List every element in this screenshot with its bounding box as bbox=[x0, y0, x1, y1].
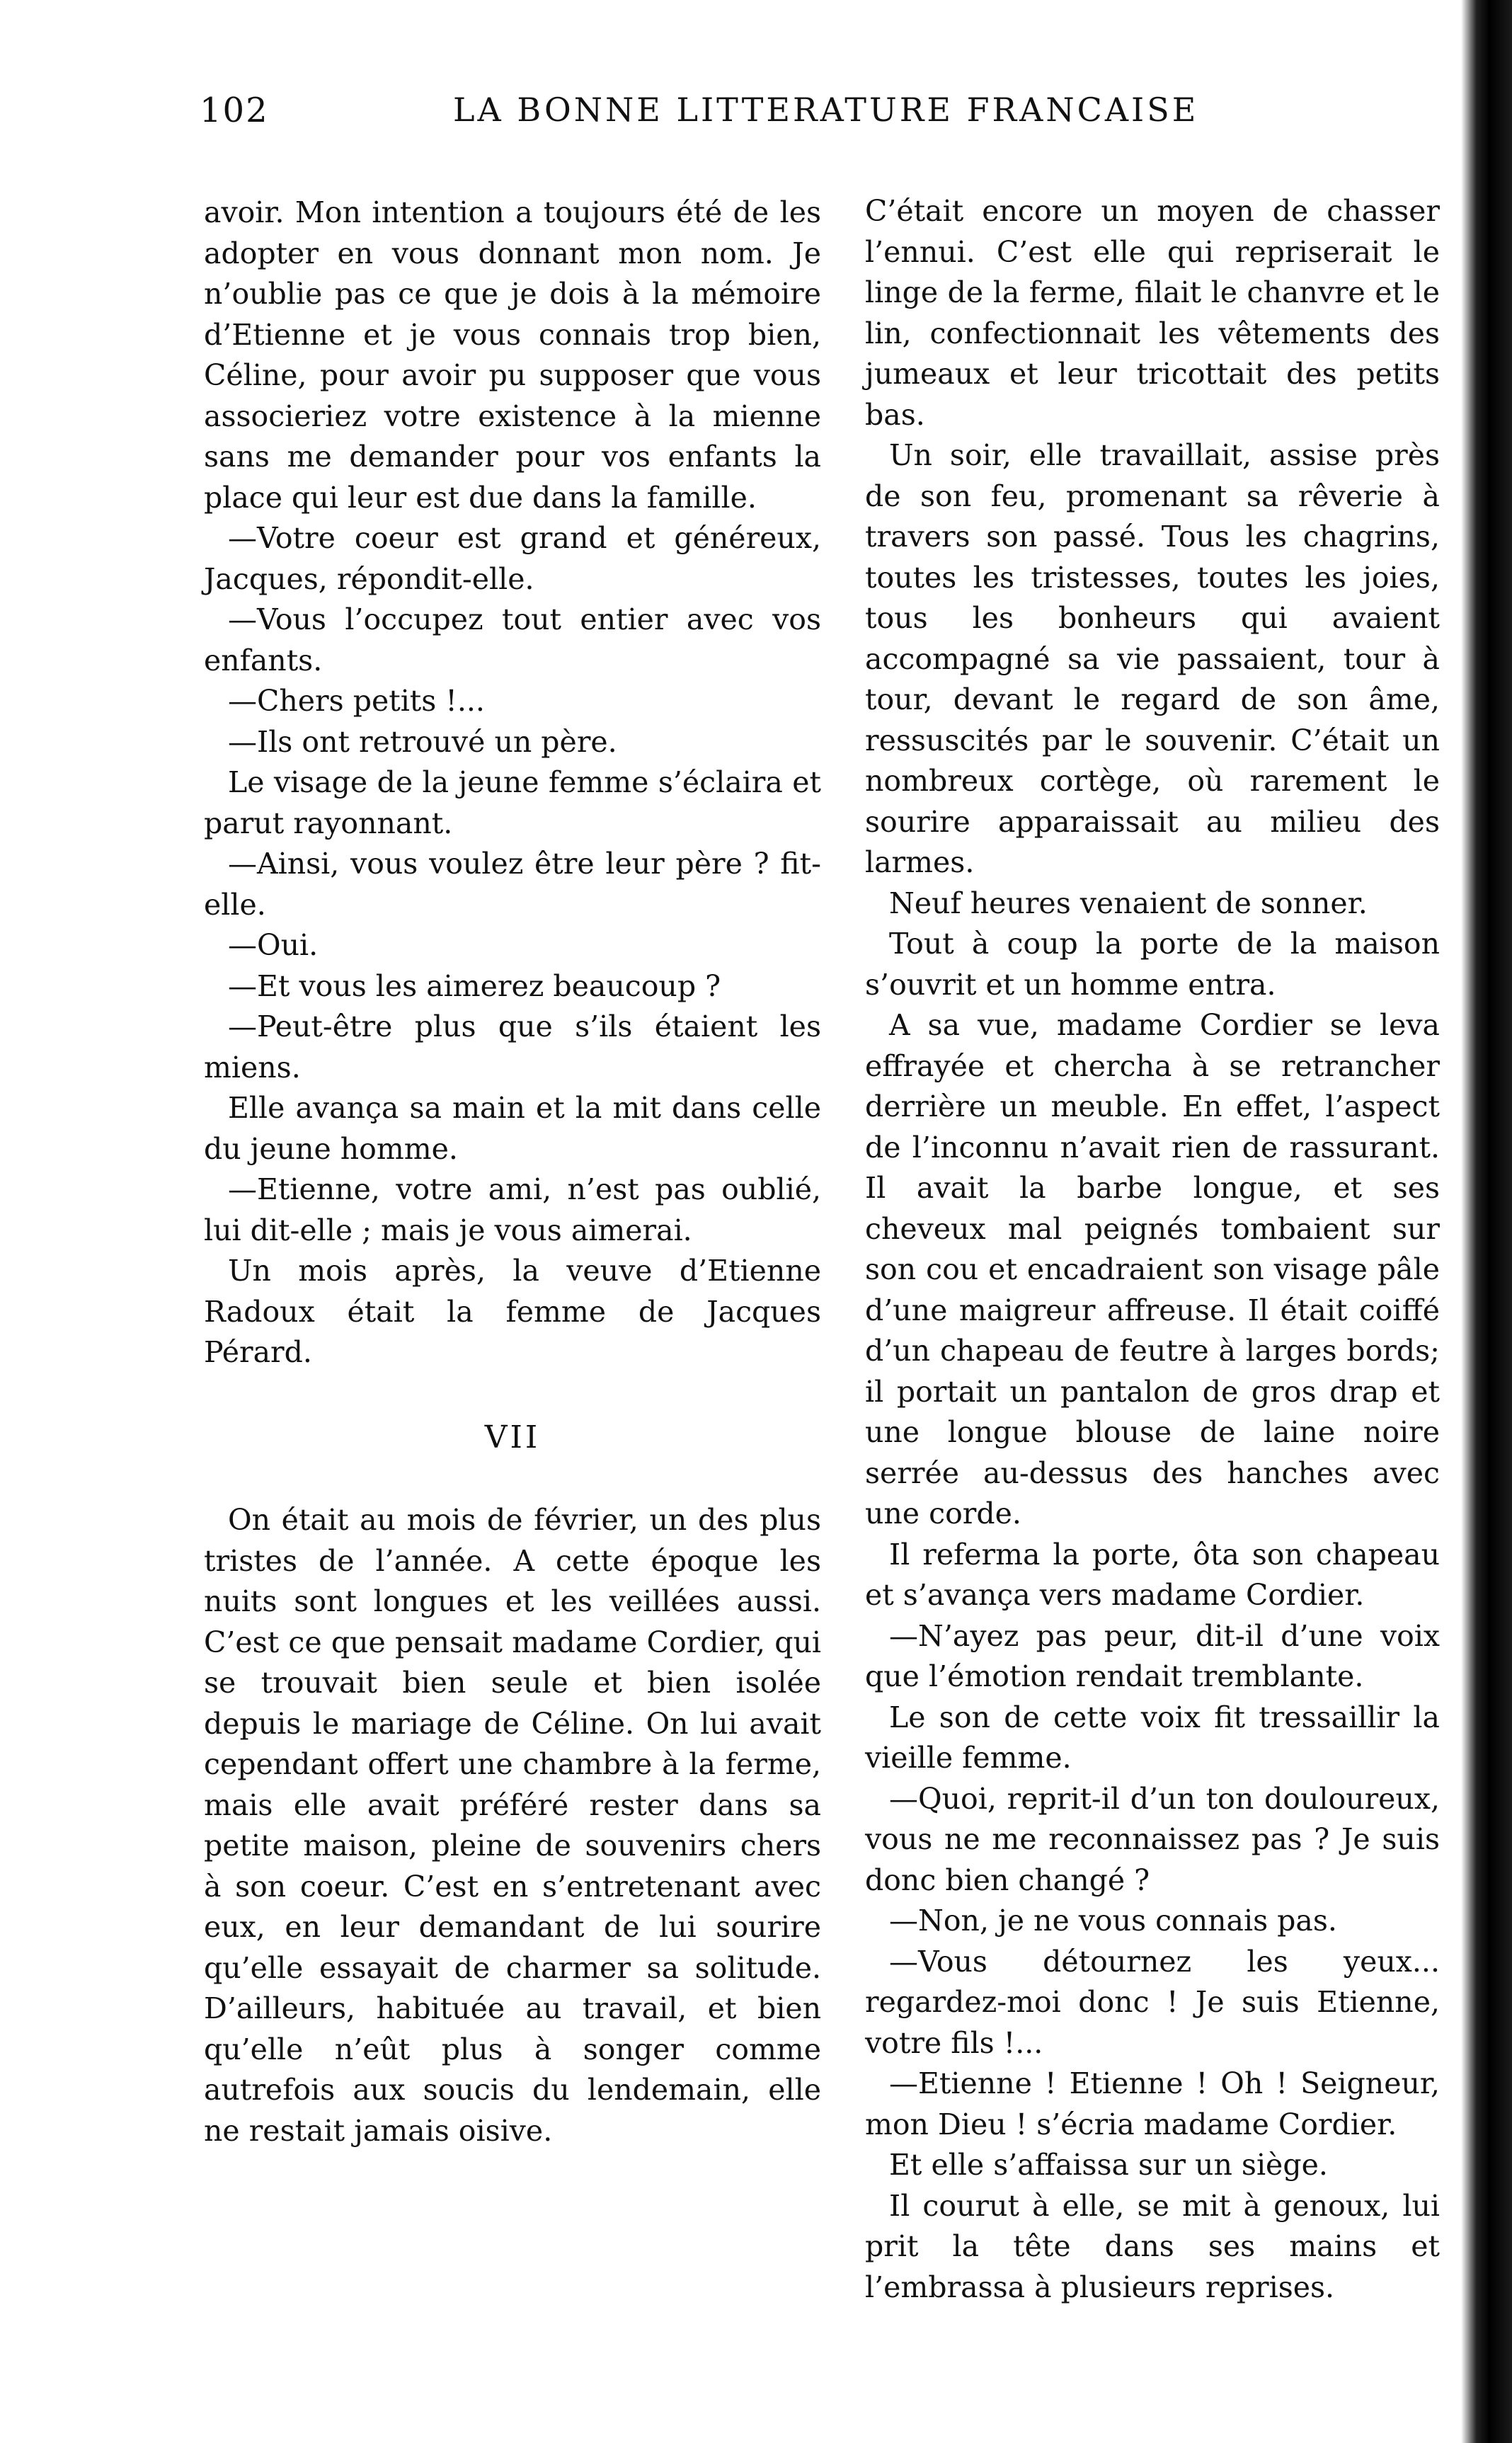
paragraph: —Etienne ! Etienne ! Oh ! Seigneur, mon Dieu ! s’écria madame Cordier. bbox=[865, 2066, 1440, 2141]
paragraph: —Oui. bbox=[228, 928, 319, 962]
page-edge-shadow bbox=[1461, 0, 1512, 2443]
paragraph: avoir. Mon intention a toujours été de les adopter en vous donnant mon nom. Je n’oublie pas ce que je dois à la mémoire d’Etienne et je vous connais trop bien, Céline, pour avoir pu supposer que vous associeriez votre existence à la mienne sans me demander pour vos enfants la place qui leur est due dans la famille. bbox=[204, 195, 821, 515]
paragraph: —Ils ont retrouvé un père. bbox=[228, 724, 617, 759]
paragraph: Le visage de la jeune femme s’éclaira et parut rayonnant. bbox=[204, 765, 821, 840]
paragraph: —Ainsi, vous voulez être leur père ? fit-elle. bbox=[204, 847, 821, 922]
paragraph: Tout à coup la porte de la maison s’ouvrit et un homme entra. bbox=[865, 927, 1440, 1002]
page-number: 102 bbox=[200, 91, 269, 130]
paragraph: —Vous détournez les yeux... regardez-moi donc ! Je suis Etienne, votre fils !... bbox=[865, 1944, 1440, 2060]
paragraph: —Non, je ne vous connais pas. bbox=[889, 1904, 1337, 1938]
running-title: LA BONNE LITTERATURE FRANCAISE bbox=[453, 91, 1199, 129]
paragraph: —Etienne, votre ami, n’est pas oublié, lui dit-elle ; mais je vous aimerai. bbox=[204, 1172, 821, 1247]
paragraph: Un mois après, la veuve d’Etienne Radoux était la femme de Jacques Pérard. bbox=[204, 1254, 821, 1369]
paragraph: —Chers petits !... bbox=[228, 684, 485, 718]
paragraph: Il courut à elle, se mit à genoux, lui prit la tête dans ses mains et l’embrassa à plusieurs reprises. bbox=[865, 2188, 1440, 2304]
paragraph: —Votre coeur est grand et généreux, Jacques, répondit-elle. bbox=[204, 521, 821, 596]
paragraph: —Vous l’occupez tout entier avec vos enfants. bbox=[204, 602, 821, 677]
paragraph: C’était encore un moyen de chasser l’ennui. C’est elle qui repriserait le linge de la ferme, filait le chanvre et le lin, confectionnait les vêtements des jumeaux et leur tricottait des petits bas. bbox=[865, 194, 1440, 432]
paragraph: Il referma la porte, ôta son chapeau et s’avança vers madame Cordier. bbox=[865, 1537, 1440, 1612]
paragraph: A sa vue, madame Cordier se leva effrayée et chercha à se retrancher derrière un meuble. En effet, l’aspect de l’inconnu n’avait rien de rassurant. Il avait la barbe longue, et ses cheveux mal peignés tombaient sur son cou et encadraient son visage pâle d’une maigreur affreuse. Il était coiffé d’un chapeau de feutre à larges bords; il portait un pantalon de gros drap et une longue blouse de laine noire serrée au-dessus des hanches avec une corde. bbox=[865, 1008, 1440, 1531]
paragraph: Un soir, elle travaillait, assise près de son feu, promenant sa rêverie à travers son passé. Tous les chagrins, toutes les tristesses, toutes les joies, tous les bonheurs qui avaient accompagné sa vie passaient, tour à tour, devant le regard de son âme, ressuscités par le souvenir. C’était un nombreux cortège, où rarement le sourire apparaissait au milieu des larmes. bbox=[865, 438, 1440, 879]
left-column bbox=[204, 193, 821, 2151]
right-column bbox=[865, 191, 1440, 2308]
paragraph: —Peut-être plus que s’ils étaient les miens. bbox=[204, 1009, 821, 1085]
paragraph: —Quoi, reprit-il d’un ton douloureux, vous ne me reconnaissez pas ? Je suis donc bien changé ? bbox=[865, 1781, 1440, 1897]
paragraph: Neuf heures venaient de sonner. bbox=[889, 886, 1368, 920]
chapter-heading: VII bbox=[484, 1419, 541, 1455]
paragraph: On était au mois de février, un des plus tristes de l’année. A cette époque les nuits sont longues et les veillées aussi. C’est ce que pensait madame Cordier, qui se trouvait bien seule et bien isolée depuis le mariage de Céline. On lui avait cependant offert une chambre à la ferme, mais elle avait préféré rester dans sa petite maison, pleine de souvenirs chers à son coeur. C’est en s’entretenant avec eux, en leur demandant de lui sourire qu’elle essayait de charmer sa solitude. D’ailleurs, habituée au travail, et bien qu’elle n’eût plus à songer comme autrefois aux soucis du lendemain, elle ne restait jamais oisive. bbox=[204, 1503, 821, 2148]
paragraph: Elle avança sa main et la mit dans celle du jeune homme. bbox=[204, 1091, 821, 1166]
paragraph: —Et vous les aimerez beaucoup ? bbox=[228, 968, 721, 1003]
paragraph: Et elle s’affaissa sur un siège. bbox=[889, 2148, 1328, 2182]
paragraph: Le son de cette voix fit tressaillir la vieille femme. bbox=[865, 1700, 1440, 1775]
paragraph: —N’ayez pas peur, dit-il d’une voix que l’émotion rendait tremblante. bbox=[865, 1618, 1440, 1693]
